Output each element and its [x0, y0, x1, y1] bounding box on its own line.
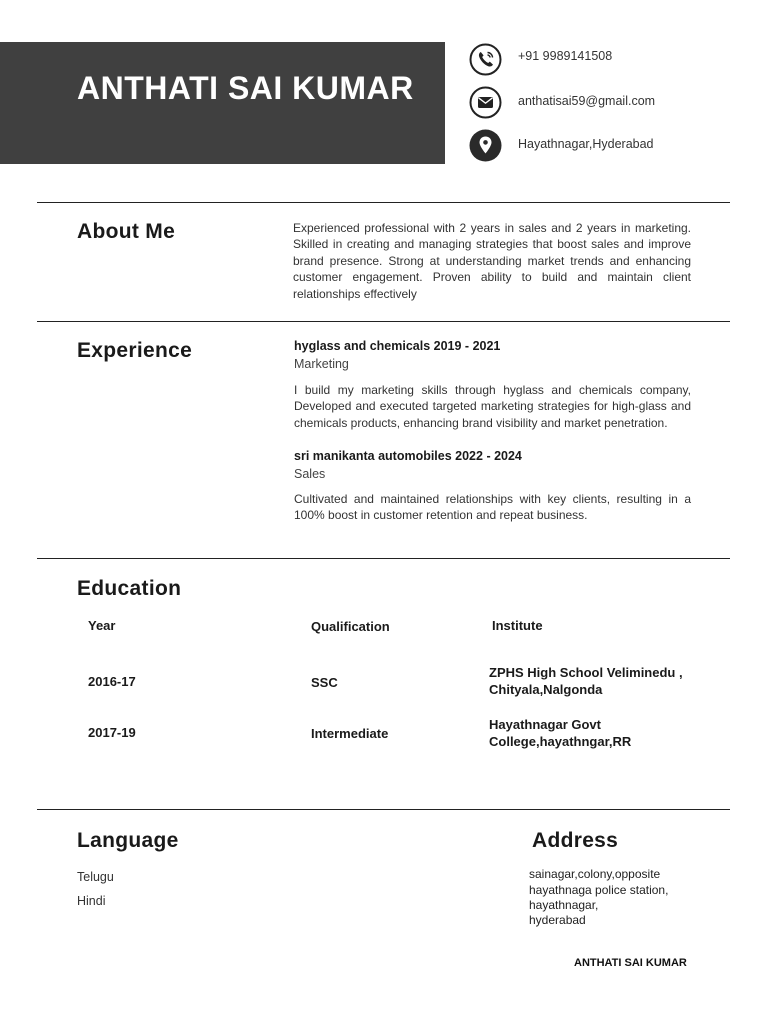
address-line: hayathnagar, — [529, 898, 599, 912]
about-title: About Me — [77, 220, 176, 243]
job-description: Cultivated and maintained relationships with key clients, resulting in a 100% boost in customer retention and repeat business. — [294, 492, 691, 523]
candidate-name: ANTHATI SAI KUMAR — [77, 70, 414, 106]
job-title: hyglass and chemicals 2019 - 2021 — [294, 339, 501, 353]
education-header-year: Year — [88, 618, 116, 633]
education-institute-line: Hayathnagar Govt — [489, 717, 601, 732]
job-title: sri manikanta automobiles 2022 - 2024 — [294, 449, 522, 463]
education-qualification: SSC — [311, 675, 338, 690]
address-line: hayathnaga police station, — [529, 883, 669, 897]
education-qualification: Intermediate — [311, 726, 389, 741]
address-line: sainagar,colony,opposite — [529, 867, 661, 881]
education-year: 2017-19 — [88, 725, 136, 740]
phone-icon — [469, 43, 502, 76]
education-institute-line: Chityala,Nalgonda — [489, 682, 603, 697]
email-address[interactable]: anthatisai59@gmail.com — [518, 94, 656, 108]
email-icon — [469, 86, 502, 119]
section-divider — [37, 321, 730, 322]
education-institute-line: ZPHS High School Veliminedu , — [489, 665, 683, 680]
address-line: hyderabad — [529, 913, 586, 927]
section-divider — [37, 202, 730, 203]
phone-number[interactable]: +91 9989141508 — [518, 49, 613, 63]
education-header-institute: Institute — [492, 618, 543, 633]
section-divider — [37, 809, 730, 810]
language-title: Language — [77, 829, 179, 852]
language-item: Hindi — [77, 894, 106, 908]
job-role: Marketing — [294, 357, 349, 371]
footer-signature-name: ANTHATI SAI KUMAR — [574, 957, 687, 969]
location-text: Hayathnagar,Hyderabad — [518, 137, 654, 151]
experience-title: Experience — [77, 339, 193, 362]
education-header-qualification: Qualification — [311, 619, 390, 634]
education-institute-line: College,hayathngar,RR — [489, 734, 632, 749]
education-year: 2016-17 — [88, 674, 136, 689]
section-divider — [37, 558, 730, 559]
job-role: Sales — [294, 467, 326, 481]
language-item: Telugu — [77, 870, 114, 884]
job-description: I build my marketing skills through hyglass and chemicals company, Developed and executed targeted marketing strategies for high-glass and chemicals products, enhancing brand visibility and market penetration. — [294, 383, 691, 430]
education-title: Education — [77, 577, 182, 600]
location-pin-icon — [469, 129, 502, 162]
about-text: Experienced professional with 2 years in sales and 2 years in marketing. Skilled in creating and managing strategies that boost sales and improve brand presence. Strong at understanding market trends and enhancing customer engagement. Proven ability to build and maintain client relationships effectively — [293, 221, 691, 301]
address-title: Address — [532, 829, 619, 852]
